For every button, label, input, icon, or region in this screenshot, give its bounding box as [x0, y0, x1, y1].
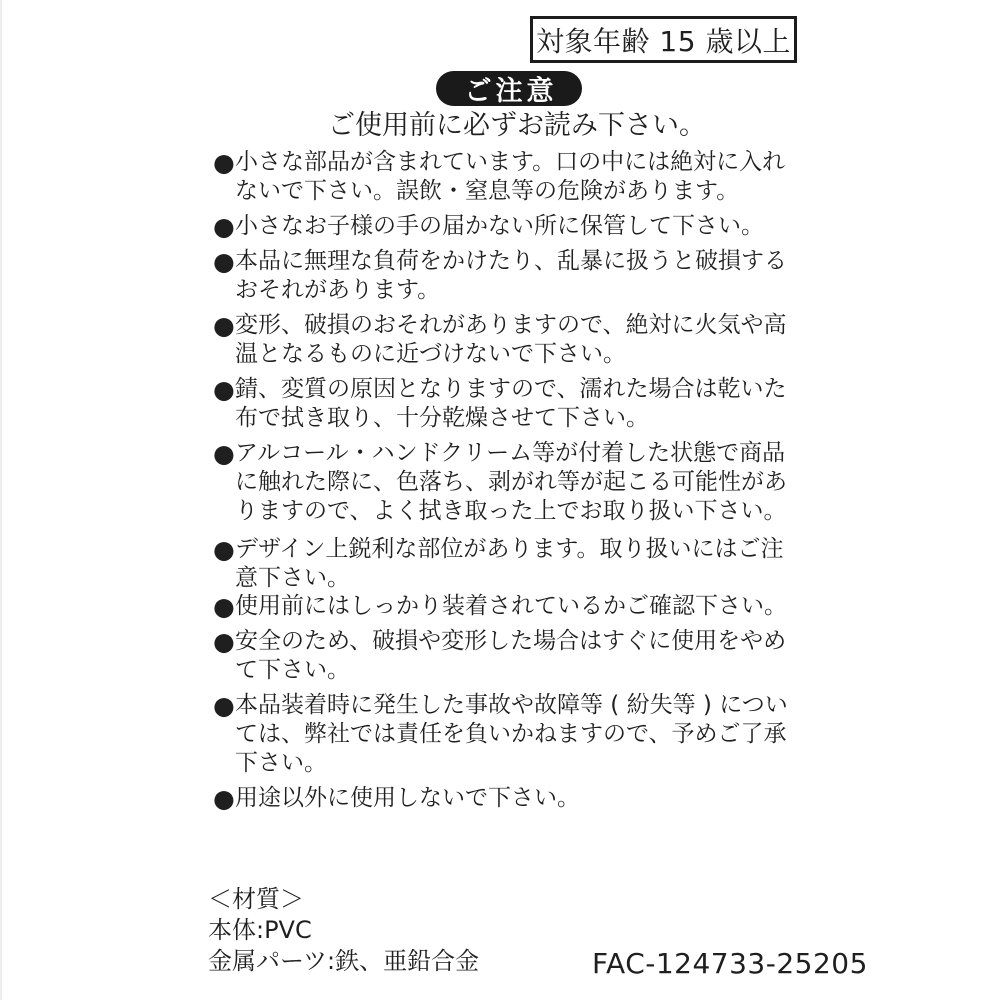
notice-line: 小さなお子様の手の届かない所に保管して下さい。	[235, 213, 764, 239]
notice-line: 錆、変質の原因となりますので、濡れた場合は乾いた	[235, 376, 787, 402]
caution-badge-label: ご注意	[464, 76, 558, 107]
bullet-icon: ●	[213, 535, 235, 564]
notice-item	[215, 375, 805, 433]
notice-line: に触れた際に、色落ち、剥がれ等が起こる可能性があ	[235, 469, 787, 495]
materials-heading: ＜材質＞	[208, 885, 304, 913]
notice-line: 下さい。	[235, 750, 327, 776]
materials-row-metal-parts: 金属パーツ:鉄、亜鉛合金	[208, 947, 480, 975]
materials-section	[208, 884, 479, 977]
notice-item	[215, 627, 805, 685]
notice-line: 使用前にはしっかり装着されているかご確認下さい。	[235, 593, 787, 619]
bullet-icon: ●	[213, 592, 235, 621]
bullet-icon: ●	[213, 784, 235, 813]
notice-line: 小さな部品が含まれています。口の中には絶対に入れ	[235, 149, 786, 175]
notice-line: て下さい。	[235, 657, 350, 683]
bullet-icon: ●	[213, 439, 235, 468]
bullet-icon: ●	[213, 148, 235, 177]
materials-row-body: 本体:PVC	[208, 916, 312, 944]
usage-lead: ご使用前に必ずお読み下さい。	[328, 110, 706, 141]
notice-line: 本品装着時に発生した事故や故障等 ( 紛失等 ) につい	[235, 692, 788, 718]
notice-line: アルコール・ハンドクリーム等が付着した状態で商品	[235, 440, 786, 466]
scan-edge-artifact	[0, 0, 2, 1000]
notice-line: おそれがあります。	[235, 277, 441, 303]
notice-item	[215, 148, 805, 206]
bullet-icon: ●	[213, 311, 235, 340]
caution-badge	[436, 71, 582, 106]
notice-line: 意下さい。	[235, 565, 350, 591]
notice-item	[215, 592, 805, 621]
notice-line: デザイン上鋭利な部位があります。取り扱いにはご注	[235, 536, 784, 562]
notice-item	[215, 212, 805, 241]
bullet-icon: ●	[213, 627, 235, 656]
notice-line: 布で拭き取り、十分乾燥させて下さい。	[235, 405, 649, 431]
notice-line: 変形、破損のおそれがありますので、絶対に火気や高	[235, 312, 787, 338]
notice-line: 本品に無理な負荷をかけたり、乱暴に扱うと破損する	[235, 248, 787, 274]
bullet-icon: ●	[213, 375, 235, 404]
notice-item	[215, 439, 805, 526]
notice-item	[215, 311, 805, 369]
notice-line: ないで下さい。誤飲・窒息等の危険があります。	[235, 178, 740, 204]
notice-list	[215, 148, 805, 819]
notice-item	[215, 691, 805, 778]
bullet-icon: ●	[213, 247, 235, 276]
notice-line: ては、弊社では責任を負いかねますので、予めご了承	[235, 721, 787, 747]
notice-line: りますので、よく拭き取った上でお取り扱い下さい。	[235, 498, 787, 524]
notice-line: 用途以外に使用しないで下さい。	[235, 785, 580, 811]
product-code: FAC-124733-25205	[592, 947, 868, 980]
notice-item	[215, 535, 805, 593]
age-restriction-label: 対象年齢 15 歳以上	[536, 24, 791, 58]
notice-item	[215, 247, 805, 305]
bullet-icon: ●	[213, 691, 235, 720]
notice-line: 安全のため、破損や変形した場合はすぐに使用をやめ	[235, 628, 787, 654]
bullet-icon: ●	[213, 212, 235, 241]
age-restriction-box	[530, 16, 797, 63]
notice-item	[215, 784, 805, 813]
notice-line: 温となるものに近づけないで下さい。	[235, 341, 626, 367]
